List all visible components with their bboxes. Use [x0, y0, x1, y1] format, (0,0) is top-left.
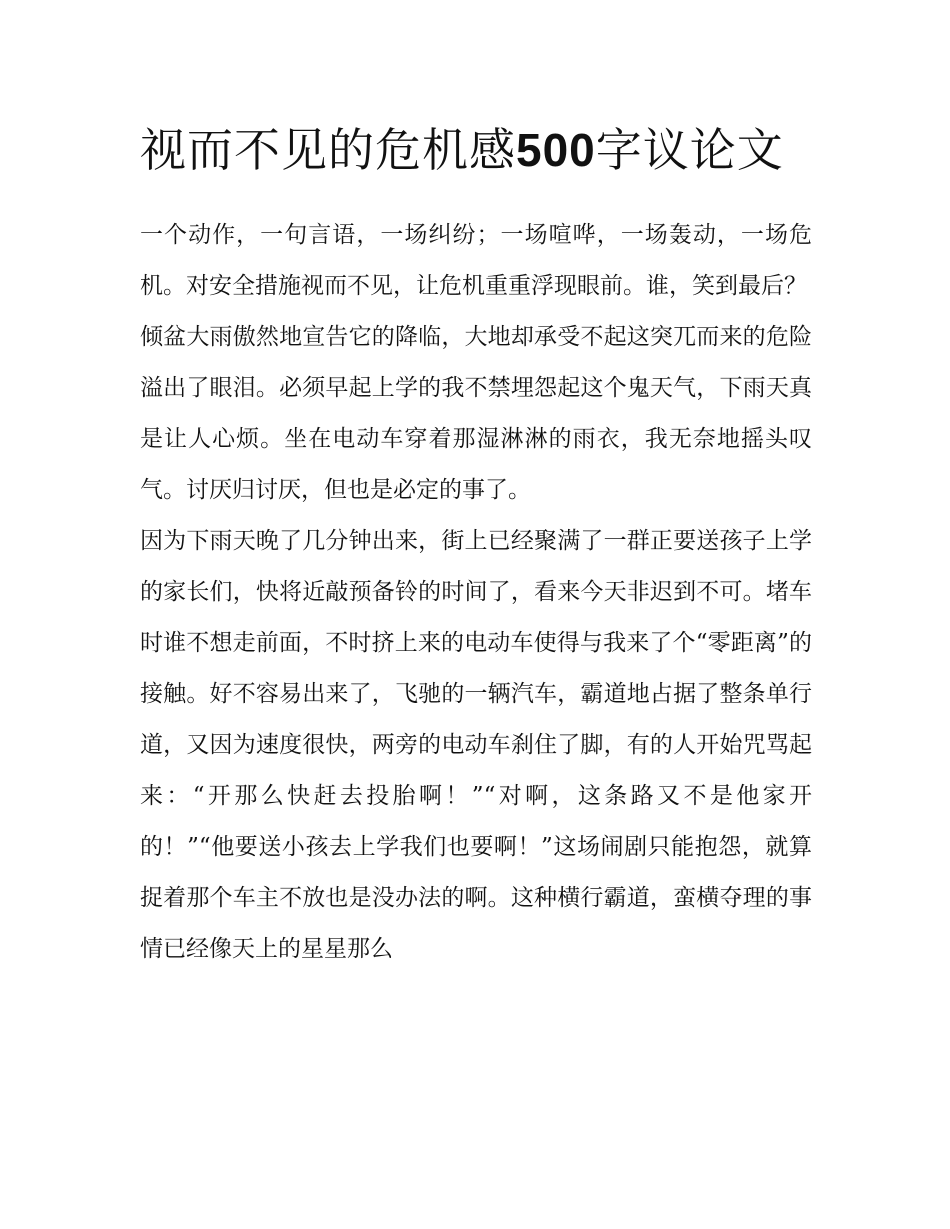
paragraph-1: 一个动作，一句言语，一场纠纷；一场喧哗，一场轰动，一场危机。对安全措施视而不见，让危机重重浮现眼前。谁，笑到最后？	[140, 222, 812, 299]
paragraph-3: 因为下雨天晚了几分钟出来，街上已经聚满了一群正要送孩子上学的家长们，快将近敲预备铃的时间了，看来今天非迟到不可。堵车时谁不想走前面，不时挤上来的电动车使得与我来了个“零距离”的接触。好不容易出来了，飞驰的一辆汽车，霸道地占据了整条单行道，又因为速度很快，两旁的电动车刹住了脚，有的人开始咒骂起来：“开那么快赶去投胎啊！”“对啊，这条路又不是他家开的！”“他要送小孩去上学我们也要啊！”这场闹剧只能抱怨，就算捉着那个车主不放也是没办法的啊。这种横行霸道，蛮横夺理的事情已经像天上的星星那么	[140, 528, 812, 962]
title-suffix: 字议论文	[595, 123, 784, 177]
title-number: 500	[516, 124, 596, 176]
document-page	[140, 112, 812, 975]
document-title	[140, 112, 812, 188]
paragraph-2: 倾盆大雨傲然地宣告它的降临，大地却承受不起这突兀而来的危险溢出了眼泪。必须早起上学的我不禁埋怨起这个鬼天气，下雨天真是让人心烦。坐在电动车穿着那湿淋淋的雨衣，我无奈地摇头叹气。讨厌归讨厌，但也是必定的事了。	[140, 324, 812, 503]
title-prefix: 视而不见的危机感	[140, 123, 516, 177]
document-body	[140, 210, 812, 975]
